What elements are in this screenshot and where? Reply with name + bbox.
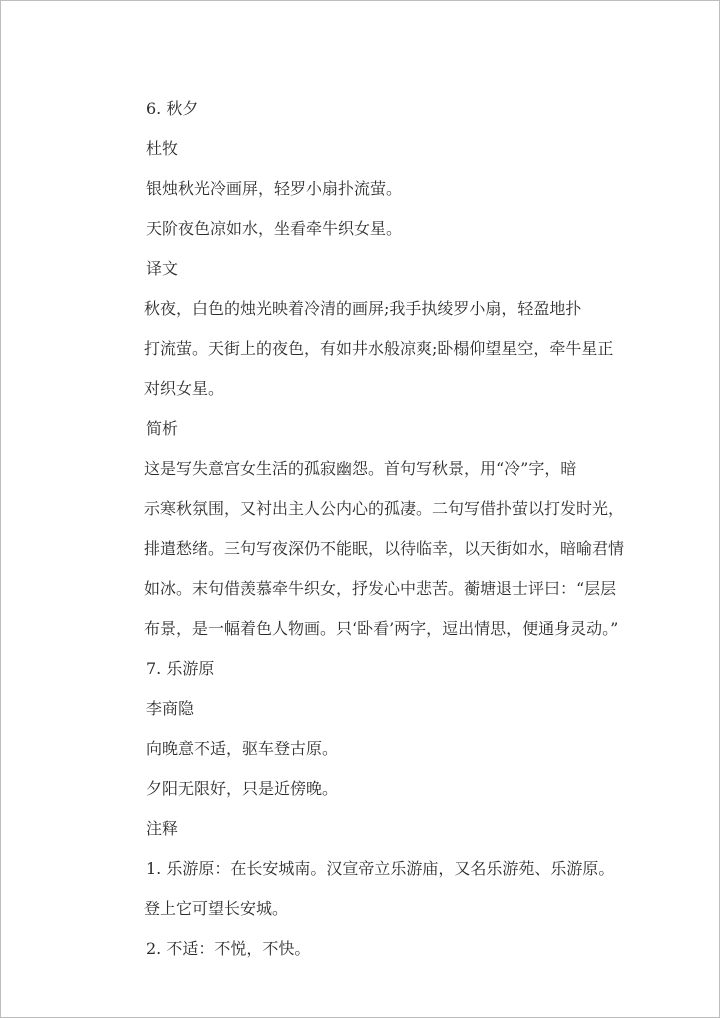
translation-text-line: 对织女星。 <box>144 379 225 398</box>
section-heading-translation: 译文 <box>146 259 179 278</box>
poem-line: 银烛秋光冷画屏，轻罗小扇扑流萤。 <box>146 179 403 198</box>
poem-line: 向晚意不适，驱车登古原。 <box>146 739 339 758</box>
translation-text-line: 打流萤。天街上的夜色，有如井水般凉爽;卧榻仰望星空，牵牛星正 <box>144 339 614 358</box>
analysis-text-line: 示寒秋氛围，又衬出主人公内心的孤凄。二句写借扑萤以打发时光， <box>144 499 625 518</box>
document-body <box>144 89 625 969</box>
poem-line: 天阶夜色凉如水，坐看牵牛织女星。 <box>146 219 403 238</box>
analysis-text-line: 排遣愁绪。三句写夜深仍不能眠，以待临幸，以天街如水，暗喻君情 <box>144 539 625 558</box>
poem-author: 李商隐 <box>146 699 195 718</box>
poem-title: 7. 乐游原 <box>146 659 215 678</box>
note-item: 1. 乐游原：在长安城南。汉宣帝立乐游庙，又名乐游苑、乐游原。 <box>146 859 615 878</box>
translation-text-line: 秋夜，白色的烛光映着冷清的画屏;我手执绫罗小扇，轻盈地扑 <box>144 299 582 318</box>
note-item: 2. 不适：不悦，不快。 <box>146 939 311 958</box>
section-heading-analysis: 简析 <box>146 419 179 438</box>
note-item-continuation: 登上它可望长安城。 <box>144 899 289 918</box>
analysis-text-line: 如冰。末句借羡慕牵牛织女，抒发心中悲苦。蘅塘退士评曰：“层层 <box>144 579 617 598</box>
analysis-text-line: 布景，是一幅着色人物画。只‘卧看’两字，逗出情思，便通身灵动。” <box>144 619 619 638</box>
poem-title: 6. 秋夕 <box>146 99 199 118</box>
analysis-text-line: 这是写失意宫女生活的孤寂幽怨。首句写秋景，用“冷”字，暗 <box>144 459 577 478</box>
poem-line: 夕阳无限好，只是近傍晚。 <box>146 779 339 798</box>
section-heading-notes: 注释 <box>146 819 179 838</box>
poem-author: 杜牧 <box>146 139 179 158</box>
